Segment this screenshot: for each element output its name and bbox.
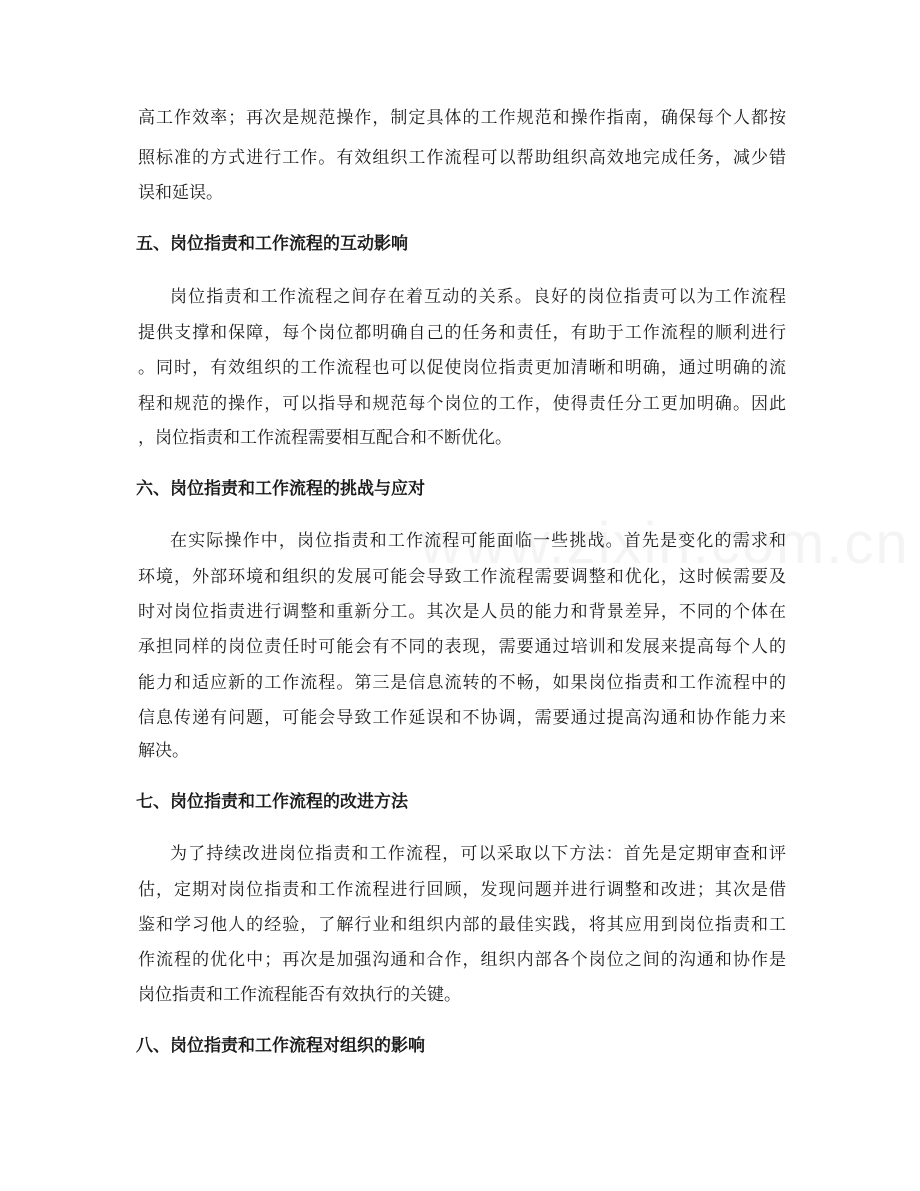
paragraph-line: 时对岗位指责进行调整和重新分工。其次是人员的能力和背景差异，不同的个体在 — [138, 602, 786, 622]
paragraph-line: 估，定期对岗位指责和工作流程进行回顾，发现问题并进行调整和改进；其次是借 — [138, 880, 786, 900]
paragraph-line: 程和规范的操作，可以指导和规范每个岗位的工作，使得责任分工更加明确。因此 — [138, 394, 786, 414]
paragraph-line: 解决。 — [138, 741, 189, 761]
paragraph-line: 在实际操作中，岗位指责和工作流程可能面临一些挑战。首先是变化的需求和 — [170, 531, 786, 551]
paragraph-line: 岗位指责和工作流程之间存在着互动的关系。良好的岗位指责可以为工作流程 — [170, 287, 786, 307]
paragraph-line: 。同时，有效组织的工作流程也可以促使岗位指责更加清晰和明确，通过明确的流 — [138, 358, 786, 378]
section-heading-7: 七、岗位指责和工作流程的改进方法 — [136, 792, 408, 812]
section-heading-5: 五、岗位指责和工作流程的互动影响 — [136, 234, 408, 254]
paragraph-line: 为了持续改进岗位指责和工作流程，可以采取以下方法：首先是定期审查和评 — [170, 844, 786, 864]
section-heading-8: 八、岗位指责和工作流程对组织的影响 — [136, 1036, 425, 1056]
paragraph-line: 作流程的优化中；再次是加强沟通和合作，组织内部各个岗位之间的沟通和协作是 — [138, 950, 786, 970]
paragraph-line: 岗位指责和工作流程能否有效执行的关键。 — [138, 985, 461, 1005]
paragraph-line: 环境，外部环境和组织的发展可能会导致工作流程需要调整和优化，这时候需要及 — [138, 567, 786, 587]
paragraph-line: 照标准的方式进行工作。有效组织工作流程可以帮助组织高效地完成任务，减少错 — [138, 148, 786, 168]
paragraph-line: 承担同样的岗位责任时可能会有不同的表现，需要通过培训和发展来提高每个人的 — [138, 637, 786, 657]
paragraph-line: ，岗位指责和工作流程需要相互配合和不断优化。 — [138, 428, 512, 448]
section-heading-6: 六、岗位指责和工作流程的挑战与应对 — [136, 479, 425, 499]
paragraph-line: 鉴和学习他人的经验，了解行业和组织内部的最佳实践，将其应用到岗位指责和工 — [138, 915, 786, 935]
paragraph-line: 提供支撑和保障，每个岗位都明确自己的任务和责任，有助于工作流程的顺利进行 — [138, 323, 786, 343]
paragraph-line: 误和延误。 — [138, 183, 223, 203]
paragraph-line: 能力和适应新的工作流程。第三是信息流转的不畅，如果岗位指责和工作流程中的 — [138, 673, 786, 693]
paragraph-line: 高工作效率；再次是规范操作，制定具体的工作规范和操作指南，确保每个人都按 — [138, 108, 786, 128]
paragraph-line: 信息传递有问题，可能会导致工作延误和不协调，需要通过提高沟通和协作能力来 — [138, 708, 786, 728]
